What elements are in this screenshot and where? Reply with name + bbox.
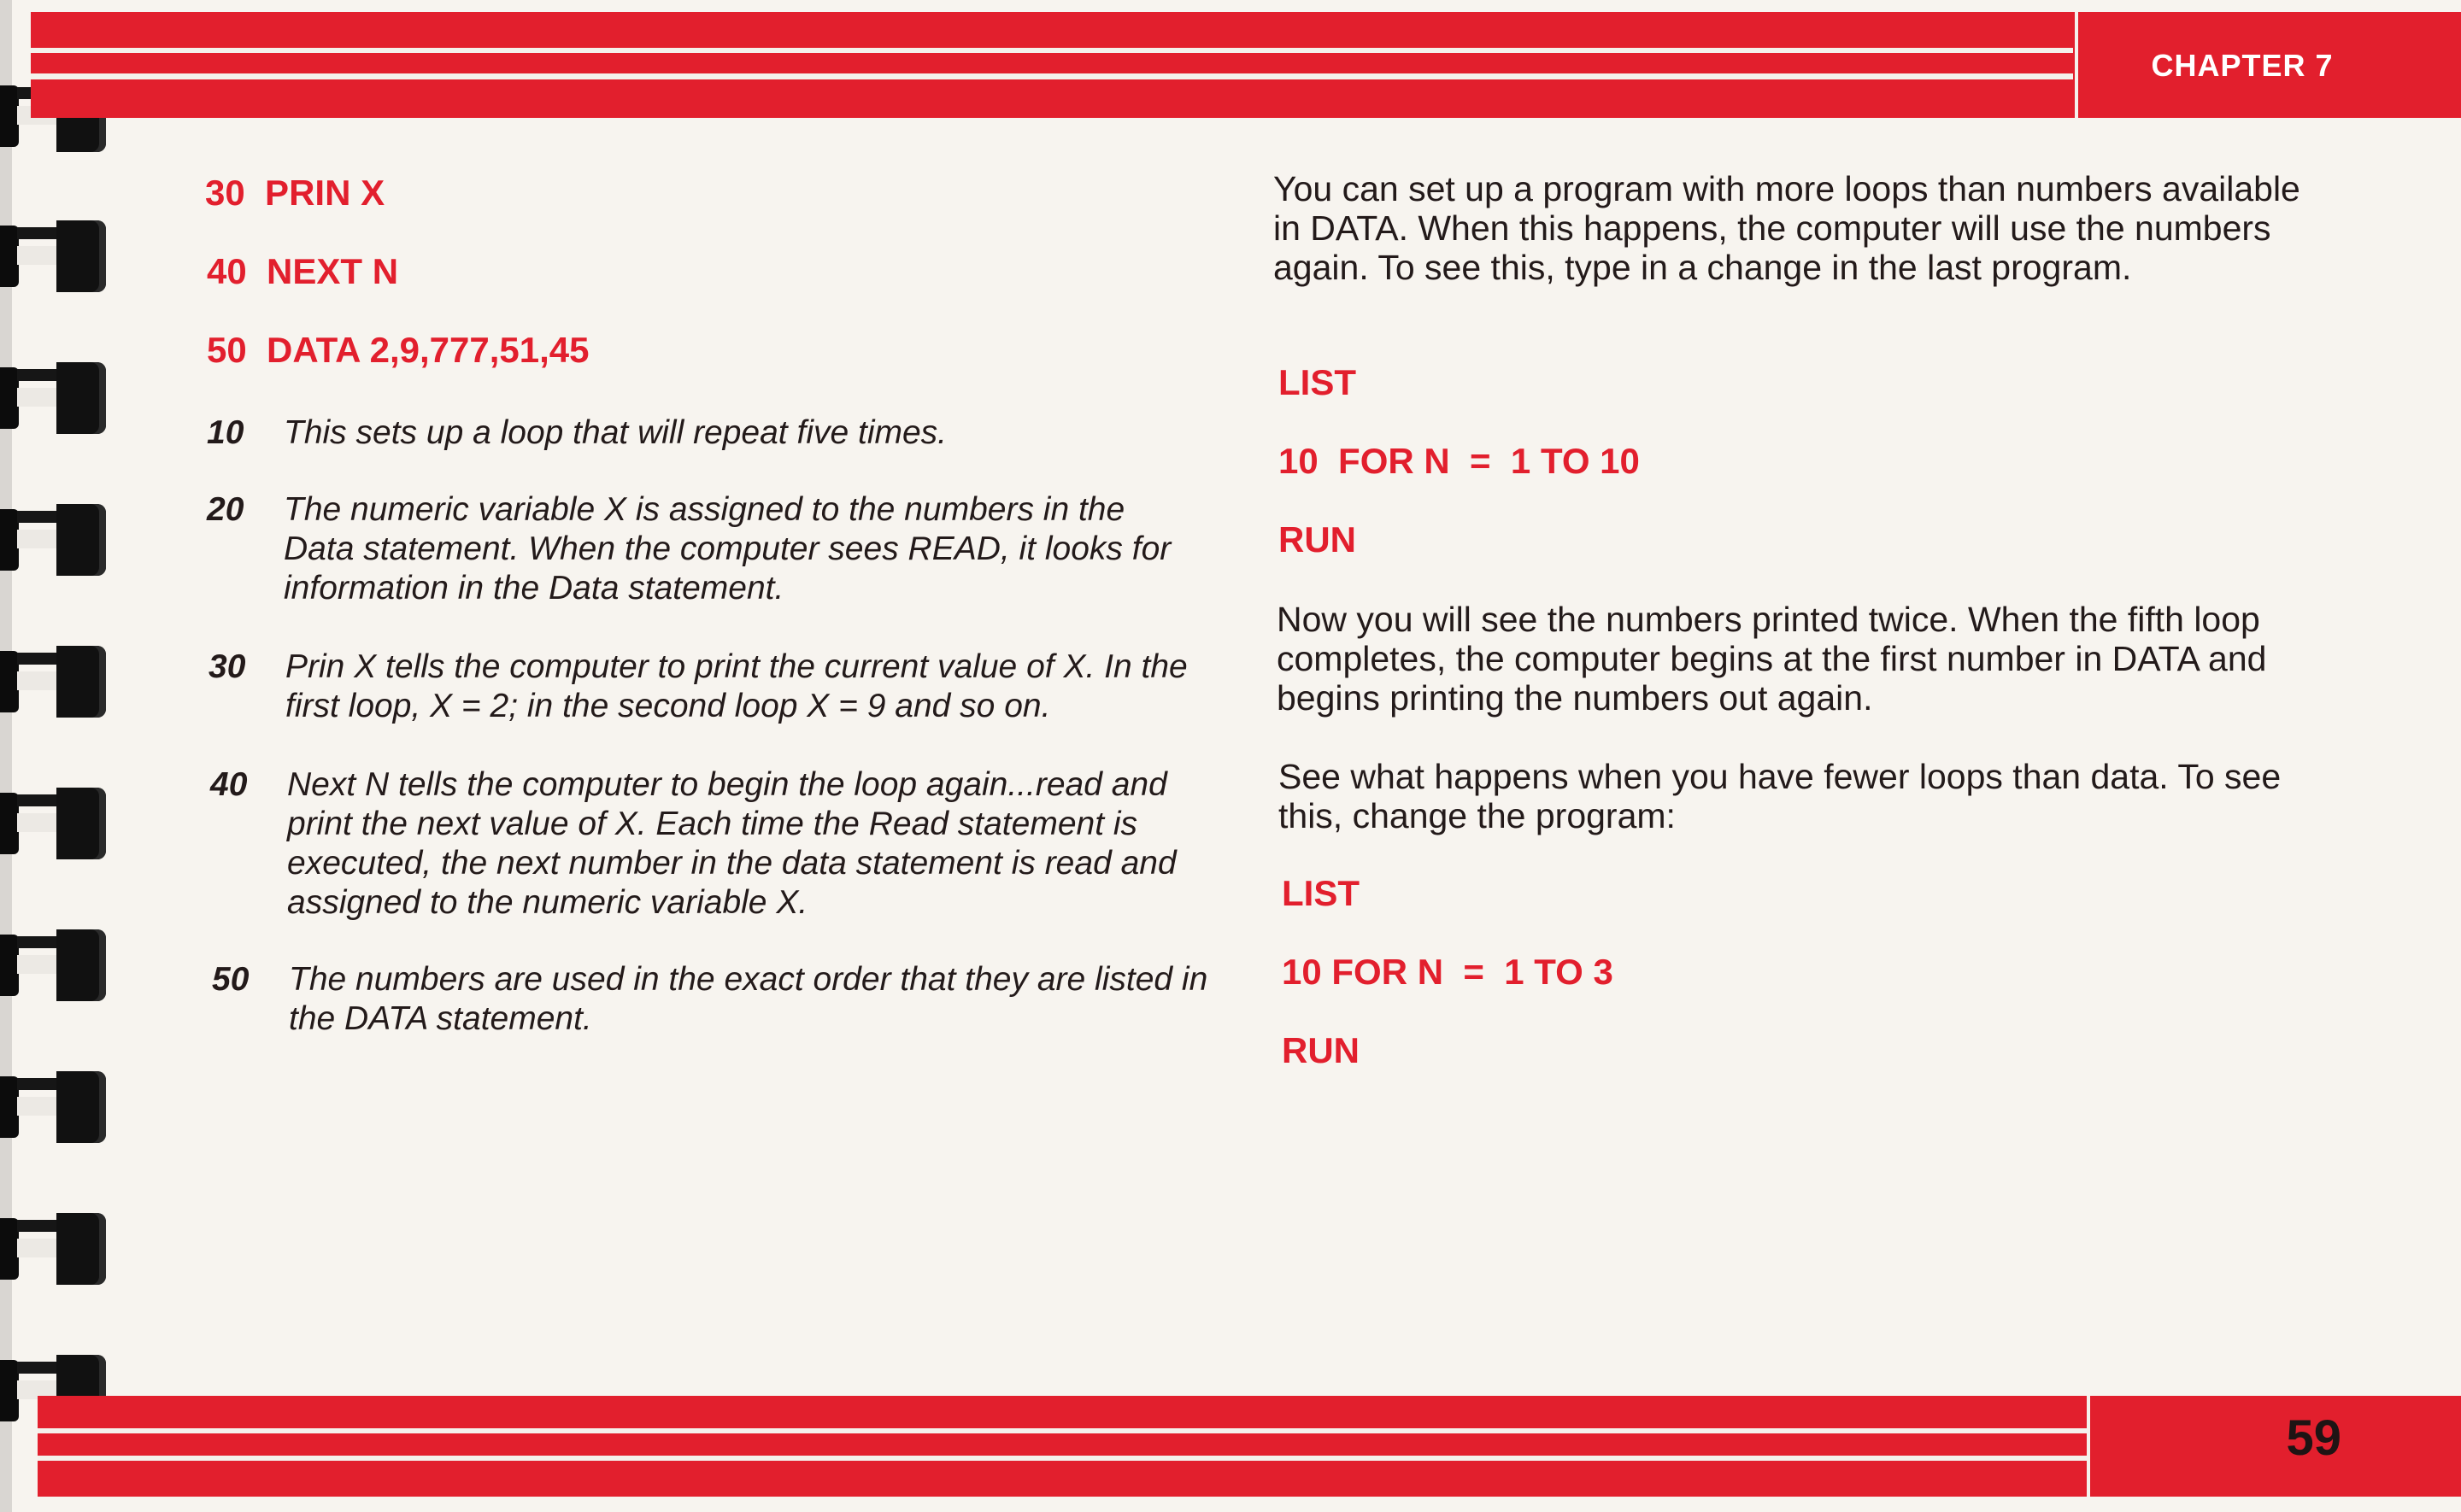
line-number: 20 <box>207 491 244 528</box>
binding-ring <box>0 504 109 576</box>
footer-stripe <box>38 1428 2088 1433</box>
paragraph: See what happens when you have fewer loops than data. To see this, change the program: <box>1278 757 2282 835</box>
paragraph: You can set up a program with more loops than numbers available in DATA. When this happens, the computer will use the numbers again. To see this, type in a change in the last program. <box>1273 169 2300 287</box>
binding-ring <box>0 1213 109 1285</box>
code-line: RUN <box>1282 1030 1360 1070</box>
line-number: 40 <box>210 766 248 803</box>
line-note <box>207 490 1232 610</box>
code-line: 30 PRIN X <box>205 173 385 213</box>
code-line: 40 NEXT N <box>207 251 399 291</box>
binding-ring <box>0 788 109 859</box>
line-note <box>212 960 1237 1042</box>
page-number: 59 <box>2286 1410 2341 1466</box>
header-stripe <box>31 73 2073 79</box>
line-number: 10 <box>207 414 244 451</box>
chapter-label: CHAPTER 7 <box>2151 48 2334 83</box>
code-line: 10 FOR N = 1 TO 3 <box>1282 952 1613 992</box>
footer-stripe <box>38 1456 2088 1461</box>
line-explanation: This sets up a loop that will repeat five times. <box>284 414 948 451</box>
paragraph: Now you will see the numbers printed twice. When the fifth loop completes, the computer begins at the first number in DATA and begins printing the numbers out again. <box>1277 600 2267 718</box>
line-explanation: The numeric variable X is assigned to the numbers in the Data statement. When the computer sees READ, it looks for information in the Data statement. <box>284 491 1172 607</box>
code-line: LIST <box>1278 362 1356 402</box>
binding-ring <box>0 362 109 434</box>
code-line: LIST <box>1282 873 1360 913</box>
header-divider <box>2075 12 2078 118</box>
binding-ring <box>0 1071 109 1143</box>
code-line: 10 FOR N = 1 TO 10 <box>1278 441 1640 481</box>
line-number: 30 <box>209 648 246 685</box>
line-explanation: Next N tells the computer to begin the loop again...read and print the next value of X. Each time the Read statement is executed, the next number in the data statement is read and assigned to the numeric variable X. <box>287 766 1177 921</box>
header-stripe <box>31 48 2073 53</box>
line-explanation: Prin X tells the computer to print the current value of X. In the first loop, X = 2; in the second loop X = 9 and so on. <box>285 648 1188 724</box>
binding-ring <box>0 220 109 292</box>
line-number: 50 <box>212 961 250 998</box>
binding-ring <box>0 646 109 718</box>
line-note <box>207 413 1232 456</box>
footer-divider <box>2087 1396 2090 1497</box>
binding-ring <box>0 929 109 1001</box>
code-line: RUN <box>1278 519 1356 560</box>
line-explanation: The numbers are used in the exact order that they are listed in the DATA statement. <box>289 961 1208 1037</box>
line-note <box>209 648 1234 730</box>
code-line: 50 DATA 2,9,777,51,45 <box>207 330 590 370</box>
footer-band <box>38 1396 2461 1497</box>
line-note <box>210 765 1236 924</box>
